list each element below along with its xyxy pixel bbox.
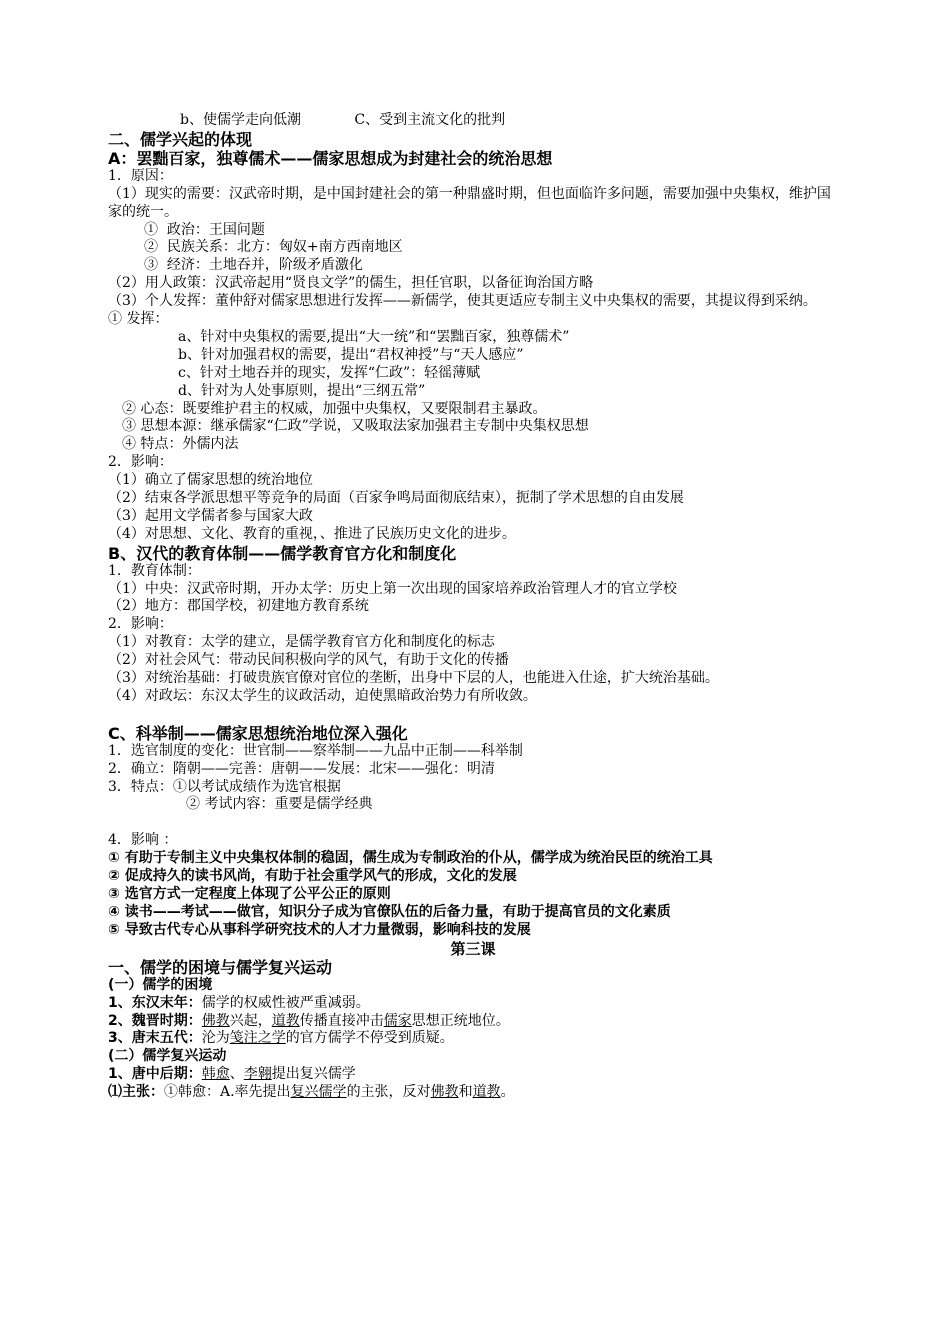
text-line: 4．影响 ： [108, 832, 178, 849]
subsection-heading: B、汉代的教育体制——儒学教育官方化和制度化 [108, 543, 457, 563]
section-heading: 一、儒学的困境与儒学复兴运动 [108, 957, 333, 977]
text-line: 2．影响： [108, 616, 173, 633]
line-label: 3、唐末五代： [108, 1030, 202, 1047]
underlined-term: 复兴儒学 [290, 1084, 347, 1101]
text-line: b、使儒学走向低潮 C、受到主流文化的批判 [180, 112, 506, 128]
section-heading: 二、儒学兴起的体现 [108, 129, 253, 149]
line-text: 传播直接冲击 [299, 1012, 384, 1029]
text-line: ④ 读书——考试——做官，知识分子成为官僚队伍的后备力量，有助于提高官员的文化素质 [108, 903, 671, 920]
underlined-term: 笺注之学 [229, 1030, 286, 1047]
list-item: d、针对为人处事原则，提出“三纲五常” [178, 382, 426, 399]
line-text: 兴起， [229, 1012, 272, 1029]
text-line: （2）地方：郡国学校，初建地方教育系统 [108, 598, 369, 615]
text-line: ② 促成持久的读书风尚，有助于社会重学风气的形成，文化的发展 [108, 868, 517, 885]
text-line: ⑤ 导致古代专心从事科学研究技术的人才力量微弱，影响科技的发展 [108, 921, 531, 938]
line-text: 的官方儒学不停受到质疑。 [285, 1030, 454, 1047]
list-item: b、针对加强君权的需要，提出“君权神授”与“天人感应” [178, 346, 524, 363]
text-line [108, 1030, 838, 1048]
text-line: 2．影响： [108, 454, 173, 471]
text-paragraph: （2）结束各学派思想平等竞争的局面（百家争鸣局面彻底结束），扼制了学术思想的自由发展 [108, 489, 684, 506]
text-line [108, 1013, 838, 1031]
subsection-heading: C、科举制——儒家思想统治地位深入强化 [108, 723, 408, 743]
subsection-heading: (一）儒学的困境 [108, 976, 213, 993]
text-line: （3）起用文学儒者参与国家大政 [108, 507, 313, 524]
text-line [108, 1066, 838, 1084]
line-text: 和 [458, 1084, 473, 1101]
text-paragraph: ① 有助于专制主义中央集权体制的稳固，儒生成为专制政治的仆从，儒学成为统治民臣的统治工具 [108, 850, 713, 867]
text-line: 1．教育体制： [108, 562, 201, 579]
line-label: ⑴主张： [108, 1084, 164, 1101]
lesson-title: 第三课 [450, 939, 496, 958]
document-page [108, 112, 838, 1102]
underlined-term: 佛教 [201, 1012, 230, 1029]
text-paragraph: （3）个人发挥：董仲舒对儒家思想进行发挥——新儒学，使其更适应专制主义中央集权的需要，其提议得到采纳。 [108, 293, 817, 310]
list-item: c、针对土地吞并的现实，发挥“仁政”：轻徭薄赋 [178, 364, 481, 381]
line-label: 1、唐中后期： [108, 1066, 202, 1083]
line-text: 儒学的权威性被严重减弱。 [201, 994, 370, 1011]
list-item: ③ 经济：土地吞并，阶级矛盾激化 [144, 257, 363, 274]
line-text: 的主张，反对 [346, 1084, 431, 1101]
line-label: 2、魏晋时期： [108, 1012, 202, 1029]
list-item: ② 民族关系：北方：匈奴+南方西南地区 [144, 239, 403, 256]
subsection-heading: A：罢黜百家，独尊儒术——儒家思想成为封建社会的统治思想 [108, 148, 553, 168]
list-item: ② 心态：既要维护君主的权威，加强中央集权，又要限制君主暴政。 [122, 400, 547, 417]
list-item: a、针对中央集权的需要,提出“大一统”和“罢黜百家，独尊儒术” [178, 328, 570, 345]
line-label: 1、东汉末年： [108, 994, 202, 1011]
spacer [108, 706, 838, 724]
text-paragraph: （3）对统治基础：打破贵族官僚对官位的垄断，出身中下层的人，也能进入仕途，扩大统治基础。 [108, 670, 719, 686]
text-line: （4）对思想、文化、教育的重视，、推进了民族历史文化的进步。 [108, 525, 516, 542]
line-text: 沦为 [201, 1030, 230, 1047]
text-line [108, 995, 838, 1013]
text-line: 3．特点：①以考试成绩作为选官根据 [108, 778, 341, 795]
line-text: 、 [229, 1066, 244, 1083]
spacer [108, 814, 838, 832]
text-line [108, 1084, 838, 1102]
text-line: （2）用人政策：汉武帝起用“贤良文学”的儒生，担任官职，以备征询治国方略 [108, 275, 594, 292]
underlined-term: 佛教 [430, 1084, 459, 1101]
text-line: 2．确立：隋朝——完善：唐朝——发展：北宋——强化：明清 [108, 760, 495, 777]
text-line: （1）确立了儒家思想的统治地位 [108, 472, 313, 489]
list-item: ② 考试内容：重要是儒学经典 [186, 796, 373, 813]
text-line: （4）对政坛：东汉太学生的议政活动，迫使黑暗政治势力有所收敛。 [108, 687, 537, 704]
line-text: 。 [500, 1084, 515, 1101]
underlined-term: 李翱 [243, 1066, 272, 1083]
text-line: ③ 选官方式一定程度上体现了公平公正的原则 [108, 886, 391, 903]
line-text: ①韩愈：A.率先提出 [164, 1084, 291, 1101]
list-item: ① 政治：王国问题 [144, 221, 265, 238]
subsection-heading: (二）儒学复兴运动 [108, 1048, 227, 1065]
text-line: 1．原因： [108, 167, 173, 184]
line-text: 提出复兴儒学 [271, 1066, 356, 1083]
text-line: 1．选官制度的变化：世官制——察举制——九品中正制——科举制 [108, 742, 523, 759]
list-item: ④ 特点：外儒内法 [122, 436, 239, 453]
underlined-term: 道教 [271, 1012, 300, 1029]
text-line: ① 发挥： [108, 311, 169, 328]
list-item: ③ 思想本源：继承儒家“仁政”学说，又吸取法家加强君主专制中央集权思想 [122, 418, 589, 435]
text-line: （1）中央：汉武帝时期，开办太学：历史上第一次出现的国家培养政治管理人才的官立学校 [108, 580, 677, 597]
text-line: （2）对社会风气：带动民间积极向学的风气，有助于文化的传播 [108, 652, 509, 669]
line-text: 思想正统地位。 [411, 1012, 510, 1029]
underlined-term: 儒家 [383, 1012, 412, 1029]
text-paragraph: （1）现实的需要：汉武帝时期，是中国封建社会的第一种鼎盛时期，但也面临许多问题，需要加强中央集权，维护国家的统一。 [108, 185, 831, 220]
text-line: （1）对教育：太学的建立，是儒学教育官方化和制度化的标志 [108, 634, 495, 651]
underlined-term: 韩愈 [201, 1066, 230, 1083]
underlined-term: 道教 [472, 1084, 501, 1101]
